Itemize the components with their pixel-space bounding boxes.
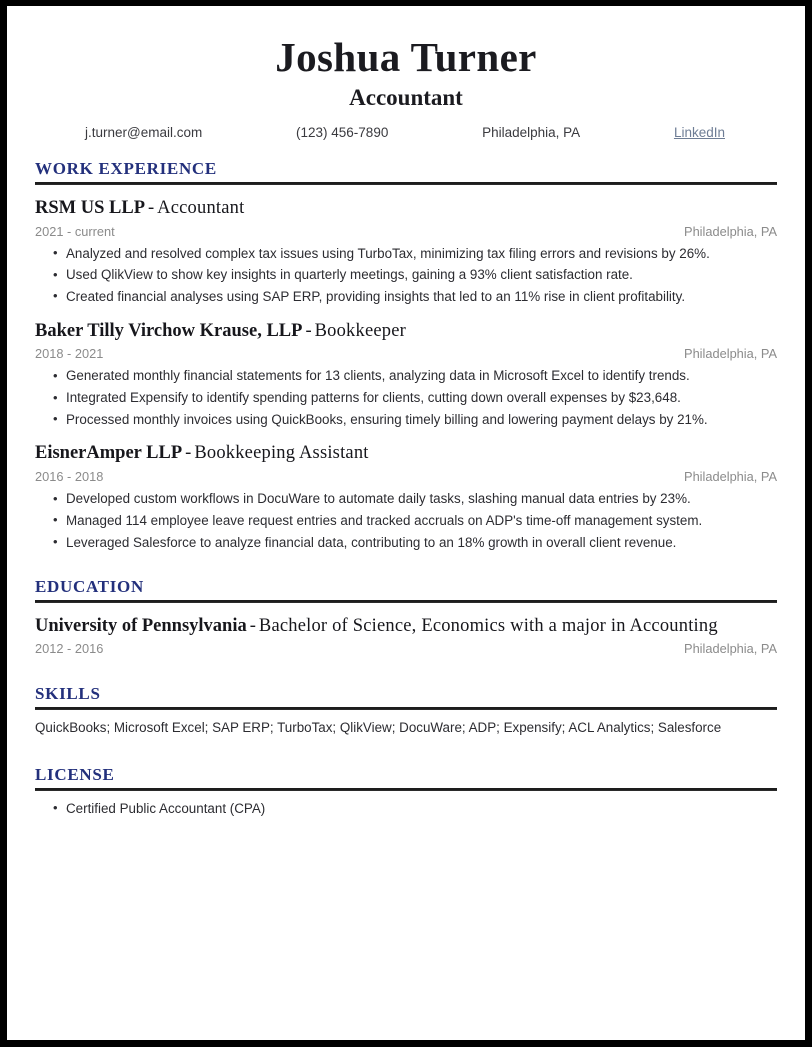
education-entry-meta — [35, 641, 777, 656]
work-entry-bullets — [35, 488, 777, 553]
section-heading-education: EDUCATION — [35, 577, 144, 597]
work-entry-meta — [35, 469, 777, 484]
work-entry-separator: - — [305, 320, 312, 341]
work-entry-location: Philadelphia, PA — [684, 346, 777, 362]
work-entry-title — [35, 442, 777, 466]
work-entry-meta — [35, 224, 777, 239]
education-entry-dates: 2012 - 2016 — [35, 641, 104, 657]
contact-linkedin-link[interactable]: LinkedIn — [673, 125, 725, 141]
bullet-item: • Managed 114 employee leave request entries and tracked accruals on ADP's time-off management system. — [35, 510, 777, 532]
work-entry — [35, 320, 777, 431]
section-license — [35, 765, 777, 819]
work-entry-company: RSM US LLP — [35, 197, 145, 218]
contact-phone[interactable]: (123) 456-7890 — [296, 125, 389, 141]
section-divider — [35, 707, 777, 710]
skills-list: QuickBooks; Microsoft Excel; SAP ERP; TurboTax; QlikView; DocuWare; ADP; Expensify; ACL Analytics; Salesforce — [35, 720, 722, 735]
section-work-experience — [35, 159, 777, 553]
work-entry-dates: 2021 - current — [35, 223, 115, 239]
candidate-name: Joshua Turner — [275, 34, 537, 80]
work-entry-role: Bookkeeper — [314, 320, 406, 341]
section-divider — [35, 600, 777, 603]
work-entry-separator: - — [185, 443, 192, 464]
work-entry — [35, 197, 777, 308]
section-skills — [35, 684, 777, 738]
resume-header — [35, 35, 777, 140]
resume-page — [7, 6, 805, 1040]
education-entry-title — [35, 615, 777, 639]
education-entry-location: Philadelphia, PA — [684, 641, 777, 657]
education-entry — [35, 615, 777, 657]
contact-row — [35, 125, 777, 140]
section-heading-license: LICENSE — [35, 765, 115, 785]
section-heading-work-experience: WORK EXPERIENCE — [35, 159, 217, 179]
education-entry-degree: Bachelor of Science, Economics with a major in Accounting — [258, 615, 718, 636]
work-entry-dates: 2016 - 2018 — [35, 469, 104, 485]
work-entry-role: Accountant — [157, 197, 245, 218]
bullet-item: • Used QlikView to show key insights in quarterly meetings, gaining a 93% client satisfaction rate. — [35, 264, 777, 286]
bullet-item: • Processed monthly invoices using QuickBooks, ensuring timely billing and lowering payment delays by 21%. — [35, 409, 777, 431]
work-entry-bullets — [35, 365, 777, 430]
work-entry-title — [35, 197, 777, 221]
work-entry-separator: - — [148, 197, 155, 218]
work-entry-dates: 2018 - 2021 — [35, 346, 104, 362]
section-education — [35, 577, 777, 656]
section-heading-skills: SKILLS — [35, 684, 101, 704]
resume-content — [7, 35, 805, 820]
work-entry-bullets — [35, 243, 777, 308]
work-entry-location: Philadelphia, PA — [684, 223, 777, 239]
contact-location: Philadelphia, PA — [482, 125, 581, 141]
bullet-item: • Developed custom workflows in DocuWare to automate daily tasks, slashing manual data entries by 23%. — [35, 488, 777, 510]
contact-email[interactable]: j.turner@email.com — [85, 125, 203, 141]
work-entry-role: Bookkeeping Assistant — [194, 443, 369, 464]
education-entry-school: University of Pennsylvania — [35, 615, 247, 636]
section-divider — [35, 788, 777, 791]
license-list — [35, 798, 777, 820]
work-entry-company: Baker Tilly Virchow Krause, LLP — [35, 320, 303, 341]
work-entry-location: Philadelphia, PA — [684, 469, 777, 485]
section-divider — [35, 182, 777, 185]
bullet-item: • Integrated Expensify to identify spending patterns for clients, cutting down overall expenses by $23,648. — [35, 387, 777, 409]
bullet-item: • Generated monthly financial statements for 13 clients, analyzing data in Microsoft Excel to identify trends. — [35, 365, 777, 387]
work-entry-company: EisnerAmper LLP — [35, 443, 183, 464]
bullet-item: • Leveraged Salesforce to analyze financial data, contributing to an 18% growth in overall client revenue. — [35, 532, 777, 554]
education-entry-separator: - — [249, 615, 256, 636]
bullet-item: • Created financial analyses using SAP ERP, providing insights that led to an 11% rise in client profitability. — [35, 286, 777, 308]
bullet-item: • Certified Public Accountant (CPA) — [35, 798, 777, 820]
candidate-job-title: Accountant — [349, 84, 463, 110]
work-entry-title — [35, 320, 777, 344]
work-entry-meta — [35, 346, 777, 361]
bullet-item: • Analyzed and resolved complex tax issues using TurboTax, minimizing tax filing errors and revisions by 26%. — [35, 243, 777, 265]
work-entry — [35, 442, 777, 553]
